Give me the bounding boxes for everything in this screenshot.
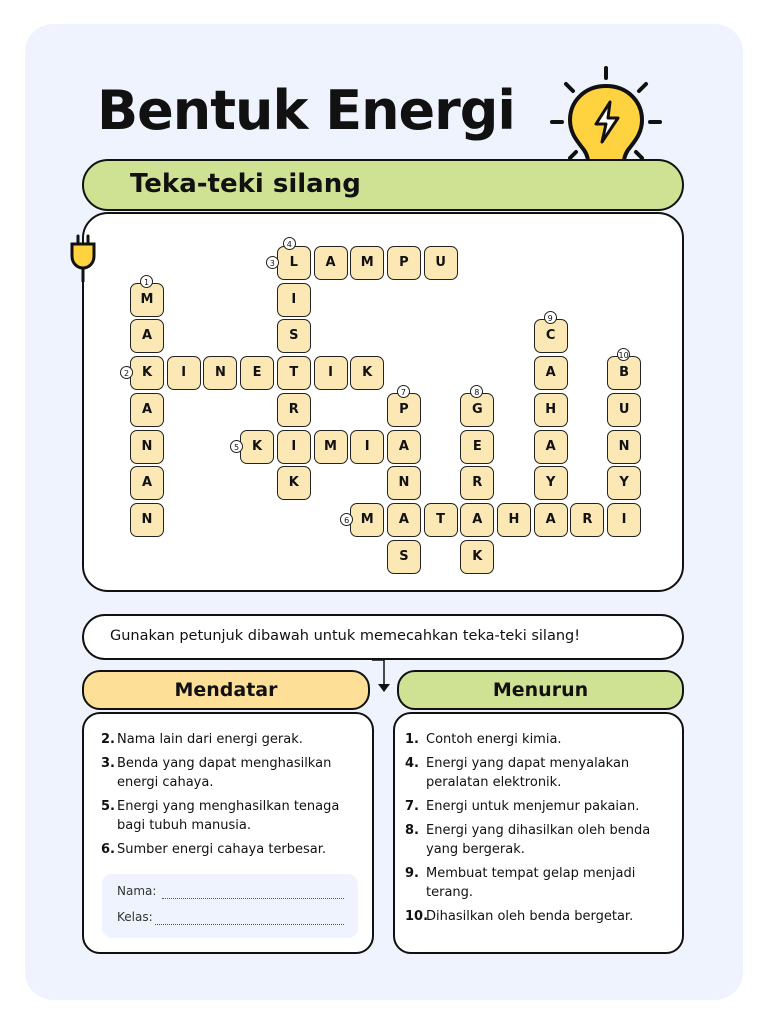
crossword-cell[interactable]: H: [534, 393, 568, 427]
crossword-cell[interactable]: I: [277, 430, 311, 464]
crossword-cell[interactable]: R: [277, 393, 311, 427]
clue-number-1: 1: [140, 275, 153, 288]
clue-number-6: 6: [340, 513, 353, 526]
crossword-cell[interactable]: Y: [534, 466, 568, 500]
clue-down-9: 9. Membuat tempat gelap menjadi terang.: [405, 866, 636, 900]
crossword-cell[interactable]: T: [277, 356, 311, 390]
clue-down-8: 8. Energi yang dihasilkan oleh benda yang bergerak.: [405, 823, 651, 857]
down-clues-box: [393, 712, 684, 954]
page-title: Bentuk Energi: [97, 79, 515, 142]
crossword-cell[interactable]: K: [350, 356, 384, 390]
crossword-cell[interactable]: G: [460, 393, 494, 427]
crossword-cell[interactable]: A: [130, 393, 164, 427]
crossword-cell[interactable]: P: [387, 246, 421, 280]
crossword-cell[interactable]: B: [607, 356, 641, 390]
crossword-cell[interactable]: A: [130, 319, 164, 353]
crossword-cell[interactable]: I: [314, 356, 348, 390]
across-header: Mendatar: [82, 670, 370, 710]
clue-number-7: 7: [397, 385, 410, 398]
clue-across-3: 3. Benda yang dapat menghasilkan energi cahaya.: [101, 756, 332, 790]
crossword-cell[interactable]: A: [460, 503, 494, 537]
clue-down-7: 7. Energi untuk menjemur pakaian.: [405, 799, 640, 814]
crossword-cell[interactable]: S: [277, 319, 311, 353]
clue-number-8: 8: [470, 385, 483, 398]
crossword-cell[interactable]: C: [534, 319, 568, 353]
name-class-form: [102, 874, 358, 938]
down-header: Menurun: [397, 670, 684, 710]
clue-number-3: 3: [266, 256, 279, 269]
clue-across-6: 6. Sumber energi cahaya terbesar.: [101, 842, 327, 857]
crossword-cell[interactable]: M: [314, 430, 348, 464]
crossword-cell[interactable]: N: [387, 466, 421, 500]
crossword-cell[interactable]: I: [350, 430, 384, 464]
clue-across-5: 5. Energi yang menghasilkan tenaga bagi tubuh manusia.: [101, 799, 340, 833]
crossword-cell[interactable]: N: [130, 503, 164, 537]
arrow-down-icon: [370, 656, 394, 696]
crossword-cell[interactable]: U: [424, 246, 458, 280]
clue-number-9: 9: [544, 311, 557, 324]
crossword-cell[interactable]: R: [460, 466, 494, 500]
crossword-cell[interactable]: T: [424, 503, 458, 537]
crossword-cell[interactable]: A: [130, 466, 164, 500]
crossword-cell[interactable]: E: [240, 356, 274, 390]
crossword-cell[interactable]: U: [607, 393, 641, 427]
instruction-text: Gunakan petunjuk dibawah untuk memecahkan teka-teki silang!: [110, 628, 581, 644]
crossword-cell[interactable]: A: [314, 246, 348, 280]
crossword-cell[interactable]: K: [130, 356, 164, 390]
crossword-cell[interactable]: Y: [607, 466, 641, 500]
crossword-cell[interactable]: E: [460, 430, 494, 464]
clue-number-2: 2: [120, 366, 133, 379]
subtitle-banner: [82, 159, 684, 211]
crossword-cell[interactable]: M: [350, 503, 384, 537]
crossword-cell[interactable]: A: [534, 356, 568, 390]
subtitle-text: Teka-teki silang: [130, 169, 361, 199]
crossword-cell[interactable]: I: [277, 283, 311, 317]
name-field[interactable]: [162, 898, 344, 899]
crossword-cell[interactable]: M: [130, 283, 164, 317]
crossword-cell[interactable]: H: [497, 503, 531, 537]
crossword-cell[interactable]: K: [277, 466, 311, 500]
name-label: Nama:: [117, 884, 157, 898]
clue-number-5: 5: [230, 440, 243, 453]
across-clues-box: [82, 712, 374, 954]
crossword-cell[interactable]: S: [387, 540, 421, 574]
crossword-cell[interactable]: R: [570, 503, 604, 537]
crossword-cell[interactable]: M: [350, 246, 384, 280]
clue-down-4: 4. Energi yang dapat menyalakan peralatan elektronik.: [405, 756, 630, 790]
crossword-cell[interactable]: K: [460, 540, 494, 574]
crossword-cell[interactable]: I: [167, 356, 201, 390]
crossword-cell[interactable]: I: [607, 503, 641, 537]
crossword-cell[interactable]: P: [387, 393, 421, 427]
instruction-box: [82, 614, 684, 660]
class-field[interactable]: [155, 924, 344, 925]
clue-number-4: 4: [283, 237, 296, 250]
plug-icon: [68, 234, 98, 282]
crossword-cell[interactable]: N: [607, 430, 641, 464]
clue-down-1: 1. Contoh energi kimia.: [405, 732, 562, 747]
crossword-cell[interactable]: N: [203, 356, 237, 390]
crossword-cell[interactable]: A: [534, 503, 568, 537]
crossword-cell[interactable]: K: [240, 430, 274, 464]
crossword-cell[interactable]: N: [130, 430, 164, 464]
clue-number-10: 10: [617, 348, 630, 361]
crossword-cell[interactable]: A: [387, 430, 421, 464]
clue-down-10: 10. Dihasilkan oleh benda bergetar.: [405, 909, 634, 924]
crossword-cell[interactable]: A: [534, 430, 568, 464]
crossword-cell[interactable]: A: [387, 503, 421, 537]
clue-across-2: 2. Nama lain dari energi gerak.: [101, 732, 303, 747]
class-label: Kelas:: [117, 910, 153, 924]
crossword-cell[interactable]: L: [277, 246, 311, 280]
